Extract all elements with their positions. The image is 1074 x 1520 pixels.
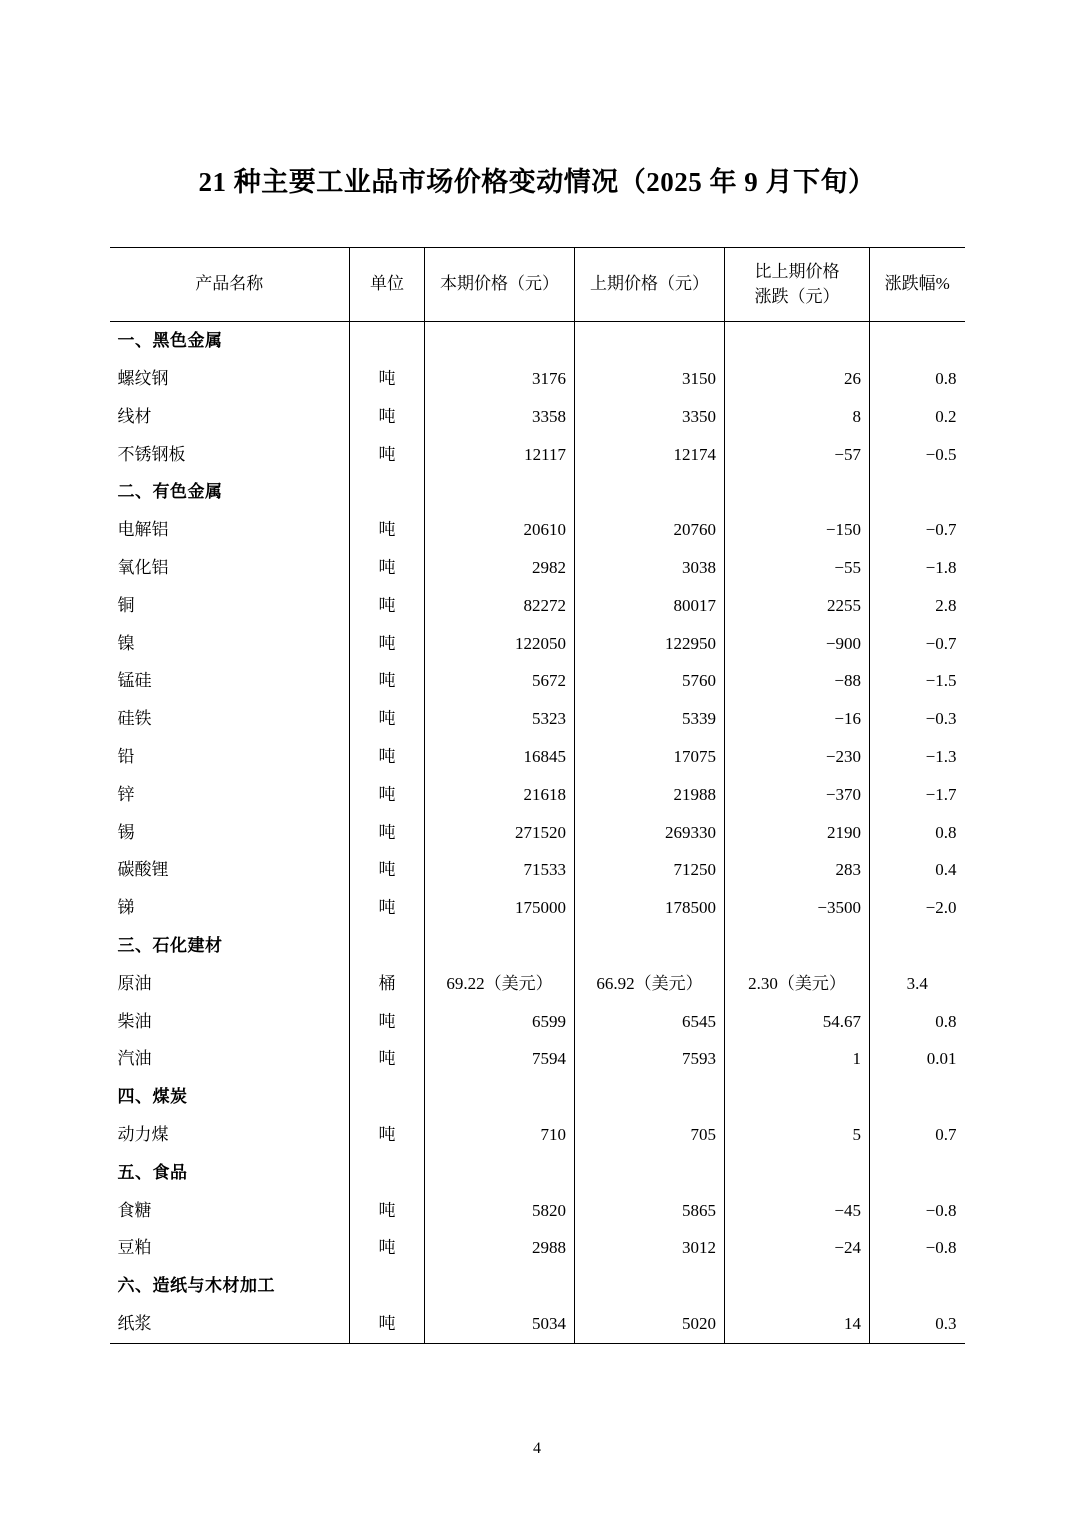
previous-price: 5760 bbox=[575, 662, 725, 700]
table-row bbox=[110, 1003, 965, 1041]
percent-change: −0.8 bbox=[870, 1229, 965, 1267]
column-header-current-price: 本期价格（元） bbox=[425, 248, 575, 322]
page-title: 21 种主要工业品市场价格变动情况（2025 年 9 月下旬） bbox=[198, 167, 876, 197]
product-name: 碳酸锂 bbox=[117, 860, 169, 880]
price-change: −900 bbox=[725, 625, 870, 663]
previous-price: 3350 bbox=[575, 398, 725, 436]
price-change: −150 bbox=[725, 511, 870, 549]
current-price: 175000 bbox=[425, 889, 575, 927]
price-change: −230 bbox=[725, 738, 870, 776]
price-change: 8 bbox=[725, 398, 870, 436]
category-label: 三、石化建材 bbox=[117, 936, 223, 956]
table-category-row bbox=[110, 322, 965, 360]
price-change: 1 bbox=[725, 1040, 870, 1078]
product-unit: 吨 bbox=[350, 549, 425, 587]
percent-change: −1.7 bbox=[870, 776, 965, 814]
product-name: 线材 bbox=[117, 406, 152, 426]
table-row bbox=[110, 889, 965, 927]
product-unit bbox=[350, 927, 425, 965]
percent-change bbox=[870, 1267, 965, 1305]
table-row bbox=[110, 1040, 965, 1078]
previous-price: 20760 bbox=[575, 511, 725, 549]
table-row bbox=[110, 625, 965, 663]
product-name: 锡 bbox=[117, 822, 135, 842]
product-unit: 吨 bbox=[350, 511, 425, 549]
table-row bbox=[110, 398, 965, 436]
current-price: 82272 bbox=[425, 587, 575, 625]
previous-price: 66.92（美元） bbox=[575, 965, 725, 1003]
table-category-row bbox=[110, 927, 965, 965]
current-price: 5034 bbox=[425, 1305, 575, 1343]
product-unit: 吨 bbox=[350, 1003, 425, 1041]
current-price: 16845 bbox=[425, 738, 575, 776]
previous-price: 269330 bbox=[575, 814, 725, 852]
product-unit: 吨 bbox=[350, 700, 425, 738]
product-name: 柴油 bbox=[117, 1011, 152, 1031]
percent-change: −0.7 bbox=[870, 625, 965, 663]
previous-price bbox=[575, 1078, 725, 1116]
product-unit: 吨 bbox=[350, 436, 425, 474]
previous-price: 80017 bbox=[575, 587, 725, 625]
product-unit: 吨 bbox=[350, 814, 425, 852]
product-unit: 吨 bbox=[350, 889, 425, 927]
product-name: 豆粕 bbox=[117, 1238, 152, 1258]
previous-price: 17075 bbox=[575, 738, 725, 776]
price-change bbox=[725, 1078, 870, 1116]
price-change: 2255 bbox=[725, 587, 870, 625]
category-label: 四、煤炭 bbox=[117, 1087, 188, 1107]
percent-change: 0.8 bbox=[870, 360, 965, 398]
previous-price: 3012 bbox=[575, 1229, 725, 1267]
price-change: −24 bbox=[725, 1229, 870, 1267]
previous-price bbox=[575, 927, 725, 965]
product-unit: 吨 bbox=[350, 625, 425, 663]
product-unit: 吨 bbox=[350, 1305, 425, 1343]
product-unit: 吨 bbox=[350, 1040, 425, 1078]
column-header-price-change-line2: 涨跌（元） bbox=[754, 286, 840, 306]
price-change: −55 bbox=[725, 549, 870, 587]
table-row bbox=[110, 587, 965, 625]
product-unit bbox=[350, 322, 425, 360]
product-name: 食糖 bbox=[117, 1200, 152, 1220]
product-unit bbox=[350, 1078, 425, 1116]
table-category-row bbox=[110, 1078, 965, 1116]
price-change: 283 bbox=[725, 851, 870, 889]
percent-change: −1.5 bbox=[870, 662, 965, 700]
product-name: 锑 bbox=[117, 898, 135, 918]
product-unit: 吨 bbox=[350, 1229, 425, 1267]
product-unit: 吨 bbox=[350, 587, 425, 625]
price-change: −88 bbox=[725, 662, 870, 700]
percent-change bbox=[870, 322, 965, 360]
percent-change bbox=[870, 1154, 965, 1192]
product-name: 硅铁 bbox=[117, 709, 152, 729]
table-row bbox=[110, 1229, 965, 1267]
current-price bbox=[425, 1154, 575, 1192]
percent-change: −1.3 bbox=[870, 738, 965, 776]
table-header-row bbox=[110, 248, 965, 322]
category-label: 五、食品 bbox=[117, 1162, 188, 1182]
category-label: 二、有色金属 bbox=[117, 482, 223, 502]
table-category-row bbox=[110, 1154, 965, 1192]
current-price: 3176 bbox=[425, 360, 575, 398]
table-row bbox=[110, 1305, 965, 1343]
product-name: 不锈钢板 bbox=[117, 444, 186, 464]
current-price: 5820 bbox=[425, 1192, 575, 1230]
product-name: 锰硅 bbox=[117, 671, 152, 691]
previous-price: 3150 bbox=[575, 360, 725, 398]
product-unit: 吨 bbox=[350, 360, 425, 398]
previous-price: 21988 bbox=[575, 776, 725, 814]
current-price: 271520 bbox=[425, 814, 575, 852]
product-name: 原油 bbox=[117, 973, 152, 993]
current-price: 3358 bbox=[425, 398, 575, 436]
percent-change: 0.4 bbox=[870, 851, 965, 889]
product-name: 镍 bbox=[117, 633, 135, 653]
previous-price: 6545 bbox=[575, 1003, 725, 1041]
price-change bbox=[725, 473, 870, 511]
product-name: 电解铝 bbox=[117, 520, 169, 540]
current-price bbox=[425, 1078, 575, 1116]
price-change: −370 bbox=[725, 776, 870, 814]
price-change bbox=[725, 1267, 870, 1305]
percent-change: −0.7 bbox=[870, 511, 965, 549]
percent-change: −1.8 bbox=[870, 549, 965, 587]
price-change: −57 bbox=[725, 436, 870, 474]
current-price bbox=[425, 1267, 575, 1305]
price-change: 54.67 bbox=[725, 1003, 870, 1041]
product-unit: 吨 bbox=[350, 662, 425, 700]
table-header bbox=[110, 248, 965, 322]
product-unit: 吨 bbox=[350, 776, 425, 814]
product-name: 汽油 bbox=[117, 1049, 152, 1069]
column-header-unit: 单位 bbox=[350, 248, 425, 322]
table-row bbox=[110, 965, 965, 1003]
previous-price: 705 bbox=[575, 1116, 725, 1154]
product-name: 铜 bbox=[117, 595, 135, 615]
category-label: 一、黑色金属 bbox=[117, 331, 223, 351]
column-header-product-name: 产品名称 bbox=[110, 248, 350, 322]
table-row bbox=[110, 776, 965, 814]
percent-change: 0.8 bbox=[870, 814, 965, 852]
table-category-row bbox=[110, 473, 965, 511]
price-change: 14 bbox=[725, 1305, 870, 1343]
table-row bbox=[110, 814, 965, 852]
page-number: 4 bbox=[533, 1440, 541, 1457]
percent-change: 0.8 bbox=[870, 1003, 965, 1041]
table-row bbox=[110, 511, 965, 549]
percent-change bbox=[870, 1078, 965, 1116]
product-unit bbox=[350, 473, 425, 511]
previous-price: 7593 bbox=[575, 1040, 725, 1078]
percent-change: 0.2 bbox=[870, 398, 965, 436]
price-change: 5 bbox=[725, 1116, 870, 1154]
current-price: 122050 bbox=[425, 625, 575, 663]
current-price: 5672 bbox=[425, 662, 575, 700]
product-name: 纸浆 bbox=[110, 1305, 350, 1343]
current-price: 71533 bbox=[425, 851, 575, 889]
price-change: 26 bbox=[725, 360, 870, 398]
product-name: 氧化铝 bbox=[117, 558, 169, 578]
column-header-previous-price: 上期价格（元） bbox=[575, 248, 725, 322]
previous-price: 71250 bbox=[575, 851, 725, 889]
product-name: 锌 bbox=[117, 784, 135, 804]
table-row bbox=[110, 662, 965, 700]
percent-change: 0.3 bbox=[870, 1305, 965, 1343]
percent-change: −2.0 bbox=[870, 889, 965, 927]
table-row bbox=[110, 700, 965, 738]
previous-price: 12174 bbox=[575, 436, 725, 474]
current-price bbox=[425, 322, 575, 360]
price-change: −3500 bbox=[725, 889, 870, 927]
price-change: −16 bbox=[725, 700, 870, 738]
percent-change: 0.01 bbox=[870, 1040, 965, 1078]
price-change bbox=[725, 927, 870, 965]
previous-price: 5865 bbox=[575, 1192, 725, 1230]
previous-price bbox=[575, 322, 725, 360]
product-unit bbox=[350, 1154, 425, 1192]
percent-change: 0.7 bbox=[870, 1116, 965, 1154]
table-row bbox=[110, 1116, 965, 1154]
table-row bbox=[110, 738, 965, 776]
current-price: 6599 bbox=[425, 1003, 575, 1041]
current-price: 21618 bbox=[425, 776, 575, 814]
percent-change: 2.8 bbox=[870, 587, 965, 625]
current-price: 7594 bbox=[425, 1040, 575, 1078]
percent-change: −0.3 bbox=[870, 700, 965, 738]
previous-price: 178500 bbox=[575, 889, 725, 927]
current-price: 20610 bbox=[425, 511, 575, 549]
current-price bbox=[425, 927, 575, 965]
current-price: 12117 bbox=[425, 436, 575, 474]
column-header-price-change-line1: 比上期价格 bbox=[754, 262, 840, 281]
percent-change: 3.4 bbox=[870, 965, 965, 1003]
previous-price bbox=[575, 1154, 725, 1192]
category-label: 六、造纸与木材加工 bbox=[117, 1276, 275, 1296]
table-body bbox=[110, 322, 965, 1344]
current-price: 2988 bbox=[425, 1229, 575, 1267]
current-price bbox=[425, 473, 575, 511]
previous-price: 3038 bbox=[575, 549, 725, 587]
current-price: 5323 bbox=[425, 700, 575, 738]
table-category-row bbox=[110, 1267, 965, 1305]
previous-price bbox=[575, 1267, 725, 1305]
column-header-percent-change: 涨跌幅% bbox=[870, 248, 965, 322]
previous-price: 5339 bbox=[575, 700, 725, 738]
product-unit: 吨 bbox=[350, 738, 425, 776]
price-change: 2.30（美元） bbox=[725, 965, 870, 1003]
table-row bbox=[110, 1192, 965, 1230]
product-unit: 吨 bbox=[350, 851, 425, 889]
price-change bbox=[725, 1154, 870, 1192]
product-name: 铅 bbox=[117, 747, 135, 767]
product-name: 螺纹钢 bbox=[117, 369, 169, 389]
product-unit bbox=[350, 1267, 425, 1305]
table-row bbox=[110, 360, 965, 398]
product-unit: 吨 bbox=[350, 1116, 425, 1154]
previous-price: 5020 bbox=[575, 1305, 725, 1343]
current-price: 69.22（美元） bbox=[425, 965, 575, 1003]
previous-price bbox=[575, 473, 725, 511]
table-row bbox=[110, 549, 965, 587]
price-change: 2190 bbox=[725, 814, 870, 852]
table-row bbox=[110, 436, 965, 474]
price-change bbox=[725, 322, 870, 360]
percent-change bbox=[870, 927, 965, 965]
percent-change: −0.8 bbox=[870, 1192, 965, 1230]
price-table bbox=[110, 247, 965, 1344]
product-unit: 桶 bbox=[350, 965, 425, 1003]
product-name: 动力煤 bbox=[117, 1125, 169, 1145]
column-header-price-change bbox=[725, 248, 870, 322]
price-change: −45 bbox=[725, 1192, 870, 1230]
previous-price: 122950 bbox=[575, 625, 725, 663]
current-price: 710 bbox=[425, 1116, 575, 1154]
percent-change: −0.5 bbox=[870, 436, 965, 474]
product-unit: 吨 bbox=[350, 1192, 425, 1230]
table-row bbox=[110, 851, 965, 889]
current-price: 2982 bbox=[425, 549, 575, 587]
product-unit: 吨 bbox=[350, 398, 425, 436]
percent-change bbox=[870, 473, 965, 511]
